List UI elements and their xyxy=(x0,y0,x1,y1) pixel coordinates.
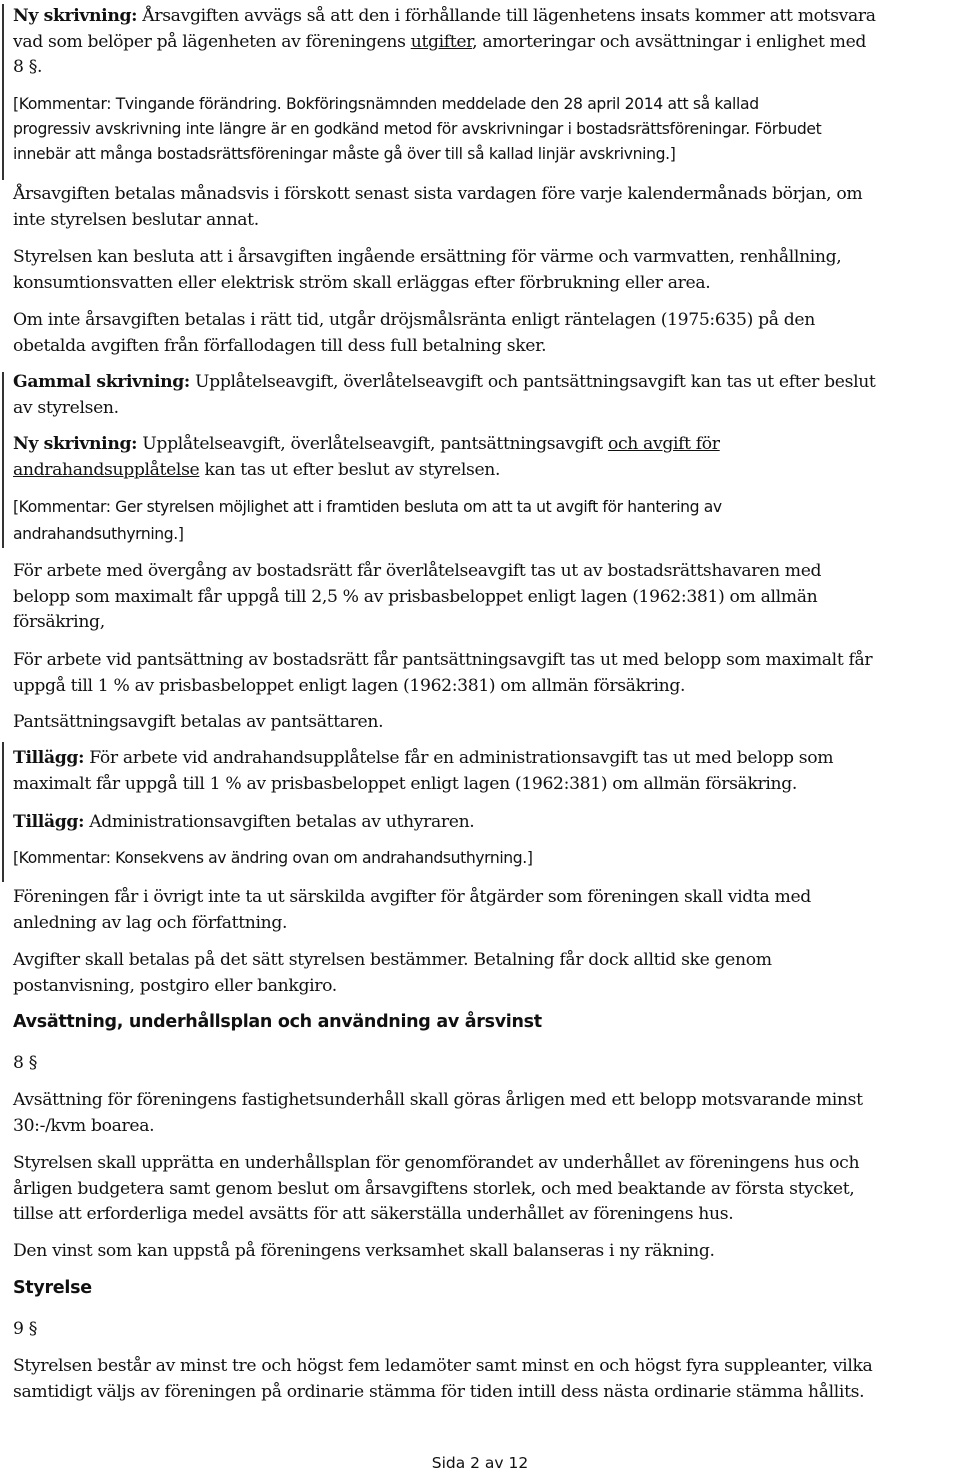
new-wording-label: Ny skrivning: xyxy=(13,6,138,26)
paragraph-old-wording: Gammal skrivning: Upplåtelseavgift, överlåtelseavgift och pantsättningsavgift kan tas ut efter beslut av styrelsen. xyxy=(13,372,876,418)
paragraph-annual-fee-new-wording: Ny skrivning: Årsavgiften avvägs så att den i förhållande till lägenhetens insats kommer att motsvara vad som belöper på lägenheten av föreningens utgifter, amorteringar och avsättningar i enlighet med 8 §. xyxy=(13,6,876,77)
new-wording-label: Ny skrivning: xyxy=(13,434,138,454)
addition-label: Tillägg: xyxy=(13,748,85,768)
change-bar xyxy=(2,372,4,548)
page-number: Sida 2 av 12 xyxy=(431,1454,529,1472)
addition-label: Tillägg: xyxy=(13,812,85,832)
paragraph-addition-admin-fee: Tillägg: För arbete vid andrahandsupplåtelse får en administrationsavgift tas ut med belopp som maximalt får uppgå till 1 % av prisbasbeloppet enligt lagen (1962:381) om allmän försäkring. xyxy=(13,748,834,794)
section-number: 9 § xyxy=(13,1319,37,1339)
section-number: 8 § xyxy=(13,1053,37,1073)
paragraph-heating-water: Styrelsen kan besluta att i årsavgiften ingående ersättning för värme och varmvatten, renhållning, konsumtionsvatten eller elektrisk ström skall erläggas efter förbrukning eller area. xyxy=(13,247,842,293)
paragraph-monthly-payment: Årsavgiften betalas månadsvis i förskott senast sista vardagen före varje kalendermånads början, om inte styrelsen beslutar annat. xyxy=(13,184,863,230)
comment-consequence: [Kommentar: Konsekvens av ändring ovan om andrahandsuthyrning.] xyxy=(13,849,533,867)
section-heading: Styrelse xyxy=(13,1278,92,1298)
paragraph-pledge-fee: För arbete vid pantsättning av bostadsrätt får pantsättningsavgift tas ut med belopp som maximalt får uppgå till 1 % av prisbasbeloppet enligt lagen (1962:381) om allmän försäkring. xyxy=(13,650,873,696)
paragraph-new-wording-fees: Ny skrivning: Upplåtelseavgift, överlåtelseavgift, pantsättningsavgift och avgift för andrahandsupplåtelse kan tas ut efter beslut av styrelsen. xyxy=(13,434,720,480)
paragraph-special-fees: Föreningen får i övrigt inte ta ut särskilda avgifter för åtgärder som föreningen skall vidta med anledning av lag och författning. xyxy=(13,887,811,933)
paragraph-profit: Den vinst som kan uppstå på föreningens verksamhet skall balanseras i ny räkning. xyxy=(13,1241,715,1261)
paragraph-late-interest: Om inte årsavgiften betalas i rätt tid, utgår dröjsmålsränta enligt räntelagen (1975:635) på den obetalda avgiften från förfallodagen till dess full betalning sker. xyxy=(13,310,815,356)
underlined-insertion: andrahandsupplåtelse xyxy=(13,459,200,480)
old-wording-label: Gammal skrivning: xyxy=(13,372,190,392)
paragraph-maintenance-reserve: Avsättning för föreningens fastighetsunderhåll skall göras årligen med ett belopp motsvarande minst 30:-/kvm boarea. xyxy=(13,1090,863,1136)
paragraph-payment-method: Avgifter skall betalas på det sätt styrelsen bestämmer. Betalning får dock alltid ske genom postanvisning, postgiro eller bankgiro. xyxy=(13,950,772,996)
paragraph-board-composition: Styrelsen består av minst tre och högst fem ledamöter samt minst en och högst fyra suppleanter, vilka samtidigt väljs av föreningen på ordinarie stämma för tiden intill dess nästa ordinarie stämma hållits. xyxy=(13,1356,873,1402)
comment-subletting-fee: [Kommentar: Ger styrelsen möjlighet att i framtiden besluta om att ta ut avgift för hantering av andrahandsuthyrning.] xyxy=(13,498,722,543)
paragraph-addition-payer: Tillägg: Administrationsavgiften betalas av uthyraren. xyxy=(13,812,475,832)
paragraph-pledge-payer: Pantsättningsavgift betalas av pantsättaren. xyxy=(13,712,384,732)
paragraph-maintenance-plan: Styrelsen skall upprätta en underhållsplan för genomförandet av underhållet av föreningens hus och årligen budgetera samt genom beslut om årsavgiftens storlek, och med beaktande av första stycket, tillse att erforderliga medel avsätts för att säkerställa underhållet av föreningens hus. xyxy=(13,1153,860,1224)
comment-depreciation: [Kommentar: Tvingande förändring. Bokföringsnämnden meddelade den 28 april 2014 att så kallad progressiv avskrivning inte längre är en godkänd metod för avskrivningar i bostadsrättsföreningar. Förbudet innebär att många bostadsrättsföreningar måste gå över till så kallad linjär avskrivning.] xyxy=(13,95,822,163)
paragraph-transfer-fee: För arbete med övergång av bostadsrätt får överlåtelseavgift tas ut av bostadsrättshavaren med belopp som maximalt får uppgå till 2,5 % av prisbasbeloppet enligt lagen (1962:381) om allmän försäkring, xyxy=(13,561,822,632)
change-bar xyxy=(2,742,4,882)
underlined-insertion: och avgift för xyxy=(607,434,720,454)
change-bar xyxy=(2,4,4,180)
section-heading: Avsättning, underhållsplan och användning av årsvinst xyxy=(13,1012,542,1032)
underlined-insertion: utgifter xyxy=(410,31,473,52)
